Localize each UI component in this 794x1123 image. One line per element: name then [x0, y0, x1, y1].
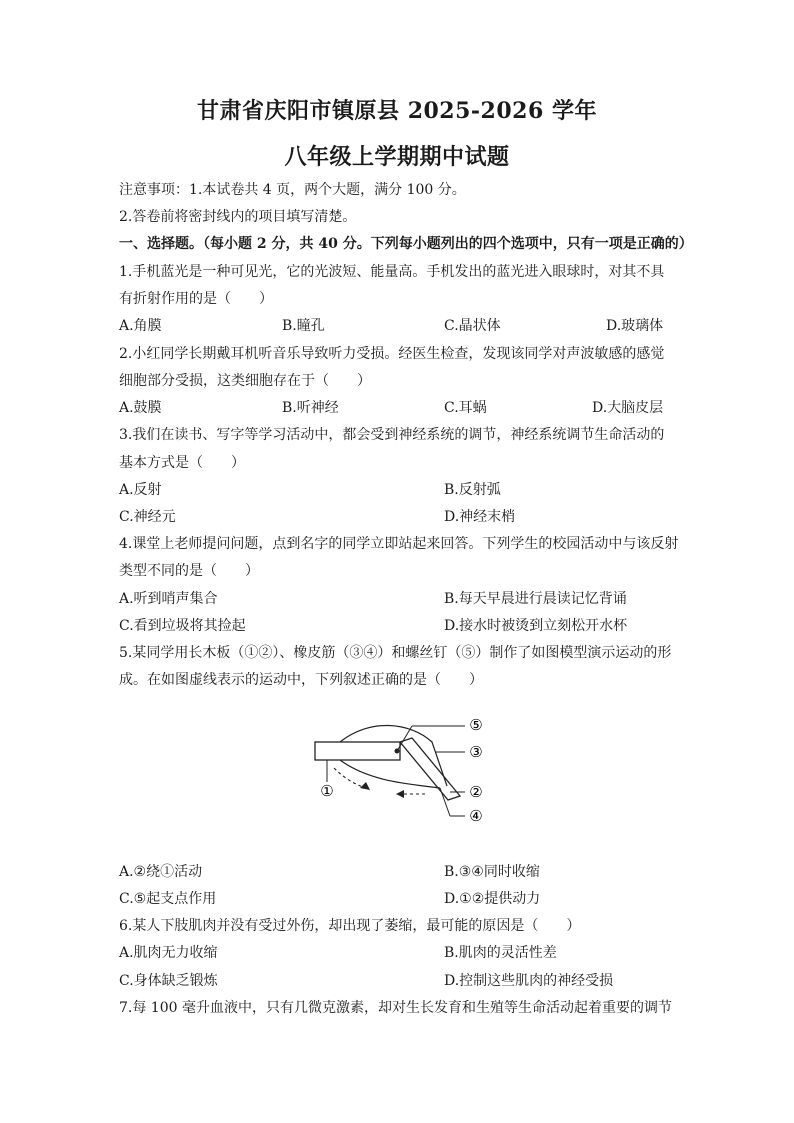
q3-option-a: A.反射: [119, 482, 162, 498]
q1-option-c: C.晶状体: [444, 318, 501, 334]
upper-board: [315, 742, 400, 760]
q1-option-b: B.瞳孔: [282, 318, 325, 334]
q2-stem-line2: 细胞部分受损，这类细胞存在于（ ）: [119, 373, 371, 389]
q4-option-c: C.看到垃圾将其捡起: [119, 618, 246, 634]
q4-option-d: D.接水时被烫到立刻松开水杯: [444, 618, 628, 634]
q3-option-c: C.神经元: [119, 509, 176, 525]
q4-stem-line2: 类型不同的是（ ）: [119, 563, 259, 579]
q2-option-b: B.听神经: [282, 400, 339, 416]
q3-stem-line1: 3.我们在读书、写字等学习活动中，都会受到神经系统的调节，神经系统调节生命活动的: [119, 427, 665, 443]
q7-stem-line1: 7.每 100 毫升血液中，只有几微克激素，却对生长发育和生殖等生命活动起着重要的调节: [119, 1000, 672, 1016]
q5-option-c: C.⑤起支点作用: [119, 891, 217, 907]
q6-stem-line1: 6.某人下肢肌肉并没有受过外伤，却出现了萎缩，最可能的原因是（ ）: [119, 918, 581, 934]
q6-option-a: A.肌肉无力收缩: [119, 945, 218, 961]
figure-label-4: ④: [469, 807, 483, 825]
notes-line2: 2.答卷前将密封线内的项目填写清楚。: [119, 209, 357, 225]
q1-stem-line2: 有折射作用的是（ ）: [119, 291, 273, 307]
q1-stem-line1: 1.手机蓝光是一种可见光，它的光波短、能量高。手机发出的蓝光进入眼球时，对其不具: [119, 264, 665, 280]
q3-stem-line2: 基本方式是（ ）: [119, 455, 245, 471]
q3-option-b: B.反射弧: [444, 482, 501, 498]
q5-stem-line2: 成。在如图虚线表示的运动中，下列叙述正确的是（ ）: [119, 672, 483, 688]
exam-title-line2: 八年级上学期期中试题: [284, 144, 510, 170]
q5-option-a: A.②绕①活动: [119, 864, 203, 880]
motion-arrow-left: [334, 768, 366, 788]
q5-option-b: B.③④同时收缩: [444, 864, 540, 880]
q4-option-a: A.听到哨声集合: [119, 591, 218, 607]
q1-option-d: D.玻璃体: [606, 318, 664, 334]
exam-title-line1: 甘肃省庆阳市镇原县 2025-2026 学年: [197, 98, 597, 124]
section-heading: 一、选择题。（每小题 2 分，共 40 分。下列每小题列出的四个选项中，只有一项是正确的）: [119, 236, 693, 252]
q4-stem-line1: 4.课堂上老师提问问题，点到名字的同学立即站起来回答。下列学生的校园活动中与该反射: [119, 536, 679, 552]
q6-option-b: B.肌肉的灵活性差: [444, 945, 557, 961]
figure-label-1: ①: [320, 782, 334, 800]
figure-label-2: ②: [469, 783, 483, 801]
q6-option-c: C.身体缺乏锻炼: [119, 973, 218, 989]
q5-stem-line1: 5.某同学用长木板（①②）、橡皮筋（③④）和螺丝钉（⑤）制作了如图模型演示运动的形: [119, 645, 672, 661]
q1-option-a: A.角膜: [119, 318, 162, 334]
q3-option-d: D.神经末梢: [444, 509, 516, 525]
q4-option-b: B.每天早晨进行晨读记忆背诵: [444, 591, 627, 607]
notes-line1: 注意事项：1.本试卷共 4 页，两个大题，满分 100 分。: [119, 182, 466, 198]
joint-model-figure: [300, 712, 500, 832]
q2-option-c: C.耳蜗: [444, 400, 487, 416]
q5-option-d: D.①②提供动力: [444, 891, 541, 907]
lower-board: [400, 738, 460, 800]
q6-option-d: D.控制这些肌肉的神经受损: [444, 973, 614, 989]
q2-option-a: A.鼓膜: [119, 400, 162, 416]
figure-label-3: ③: [469, 743, 483, 761]
q2-option-d: D.大脑皮层: [592, 400, 664, 416]
q2-stem-line1: 2.小红同学长期戴耳机听音乐导致听力受损。经医生检查，发现该同学对声波敏感的感觉: [119, 346, 665, 362]
figure-label-5: ⑤: [469, 716, 483, 734]
